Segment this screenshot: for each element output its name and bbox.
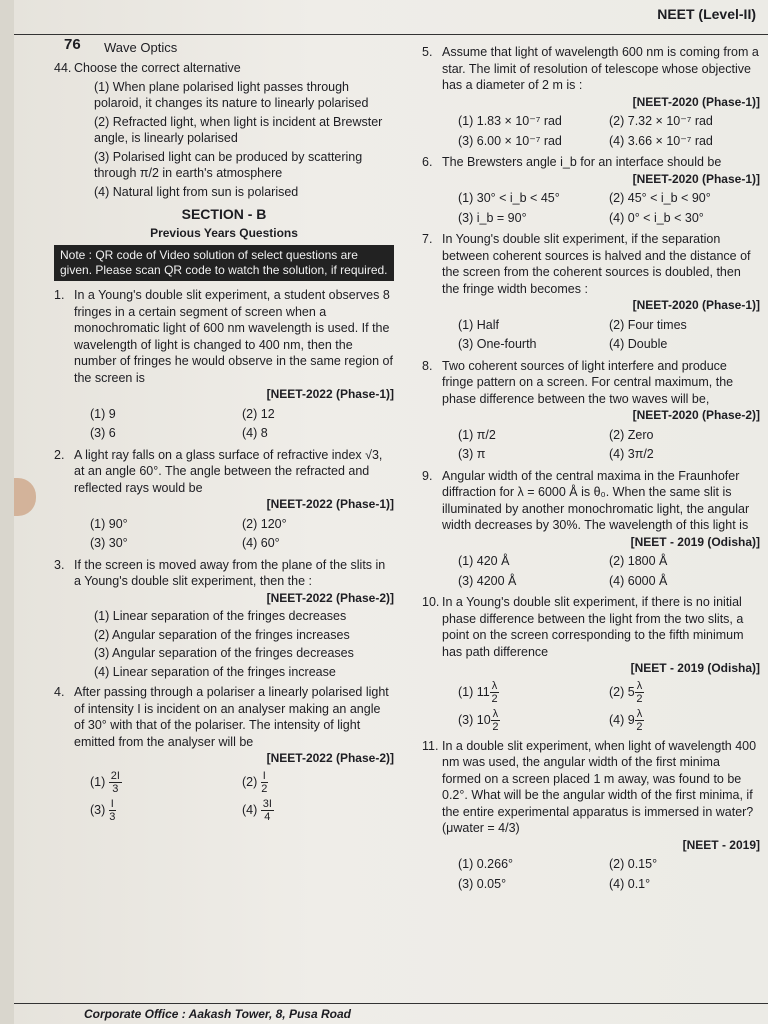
question-5: [422, 44, 760, 149]
option-grid: [458, 856, 760, 892]
left-column: [54, 60, 394, 828]
question-9: [422, 468, 760, 590]
question-2: [54, 447, 394, 552]
option: (4) 9 $\frac{\lambda}{2}$: [609, 707, 643, 733]
question-number: 10.: [422, 595, 440, 609]
exam-tag: [NEET-2020 (Phase-1)]: [632, 171, 760, 186]
question-number: 5.: [422, 45, 433, 59]
option-grid: [458, 113, 760, 149]
option-grid: [90, 516, 394, 552]
option: (1) $\frac{2I}{3}$: [90, 769, 120, 795]
question-text: If the screen is moved away from the plane of the slits in a Young's double slit experiment, then the :: [74, 557, 386, 588]
option: (4) $\frac{3I}{4}$: [242, 797, 272, 823]
right-column: [422, 44, 760, 897]
question-7: [422, 231, 760, 353]
option: (4) Linear separation of the fringes increase: [94, 664, 336, 679]
thumb-occlusion: [14, 478, 36, 516]
option: (1) 9: [90, 406, 116, 421]
question-text: In Young's double slit experiment, if the separation between coherent sources is halved and the distance of the screen from the coherent sources is doubled, then the fringe width becomes :: [442, 232, 751, 296]
question-number: 7.: [422, 232, 433, 246]
exam-tag: [NEET-2022 (Phase-1)]: [266, 387, 394, 401]
question-text: In a double slit experiment, when light of wavelength 400 nm was used, the angular width of the first minima formed on a screen placed 1 m away, was found to be 0.2°. What will be the angular width of the first minima, if the entire experimental apparatus is immersed in water? (μwater = 4/3): [442, 738, 757, 835]
question-number: 44.: [54, 61, 72, 75]
option: (4) 60°: [242, 536, 280, 550]
option: (4) 0.1°: [609, 876, 651, 891]
question-text: Angular width of the central maxima in the Fraunhofer diffraction for λ = 6000 Å is θ₀. When the same slit is illuminated by another monochromatic light, the angular width decreases by 30%. The wavelength of this light is: [442, 468, 750, 532]
option: (1) 1.83 × 10⁻⁷ rad: [458, 114, 562, 128]
exam-tag: [NEET-2022 (Phase-1)]: [266, 497, 394, 511]
option: (2) 12: [242, 406, 275, 421]
exam-tag: [NEET-2022 (Phase-2)]: [266, 590, 394, 605]
question-3: [54, 557, 394, 681]
option: (2) 5 $\frac{\lambda}{2}$: [609, 679, 643, 705]
option-grid: [458, 427, 760, 463]
option: (2) Refracted light, when light is incident at Brewster angle, is linearly polarised: [94, 114, 383, 145]
document-page: [14, 0, 768, 1024]
option-grid: [458, 680, 760, 733]
level-label: NEET (Level-II): [657, 6, 756, 22]
option: (4) 8: [242, 426, 268, 440]
option: (2) Angular separation of the fringes increases: [94, 627, 350, 642]
option: (3) 6: [90, 426, 116, 440]
option-list: [74, 79, 394, 201]
option: (3) Angular separation of the fringes decreases: [94, 646, 354, 660]
page-footer: [14, 1003, 768, 1024]
question-number: 2.: [54, 447, 65, 462]
option: (3) One-fourth: [458, 337, 537, 351]
option: (1) 11 $\frac{\lambda}{2}$: [458, 679, 498, 705]
option: (4) 6000 Å: [609, 573, 668, 588]
option: (2) 45° < i_b < 90°: [609, 191, 711, 205]
option: (1) 0.266°: [458, 857, 514, 871]
question-number: 1.: [54, 288, 65, 302]
section-title: SECTION - B: [181, 206, 267, 222]
option: (3) 4200 Å: [458, 573, 517, 588]
question-number: 3.: [54, 557, 65, 572]
option: (4) Double: [609, 337, 668, 351]
question-text: A light ray falls on a glass surface of refractive index √3, at an angle 60°. The angle between the refracted and reflected rays would be: [74, 447, 383, 495]
question-text: In a Young's double slit experiment, a student observes 8 fringes in a certain segment of screen when a monochromatic light of 600 nm wavelength is used. If the wavelength of light is changed to 400 nm, then the number of fringes he would observe in the same region of the screen is: [74, 288, 393, 385]
option: (2) $\frac{I}{2}$: [242, 769, 268, 795]
option: (1) π/2: [458, 427, 496, 442]
question-text: Choose the correct alternative: [74, 61, 241, 75]
option: (1) Half: [458, 317, 499, 332]
option: (2) 7.32 × 10⁻⁷ rad: [609, 114, 713, 128]
option-grid: [90, 406, 394, 442]
option: (2) 0.15°: [609, 857, 658, 871]
exam-tag: [NEET-2020 (Phase-2)]: [632, 408, 760, 422]
exam-tag: [NEET - 2019 (Odisha)]: [630, 534, 760, 549]
exam-tag: [NEET-2022 (Phase-2)]: [266, 751, 394, 765]
exam-tag: [NEET-2020 (Phase-1)]: [632, 298, 760, 312]
option-grid: [458, 190, 760, 226]
page-number: 76: [64, 36, 81, 53]
option: (1) 90°: [90, 516, 128, 531]
question-text: Assume that light of wavelength 600 nm is coming from a star. The limit of resolution of telescope whose objective has a diameter of 2 m is :: [442, 45, 759, 92]
option: (3) Polarised light can be produced by scattering through π/2 in earth's atmosphere: [94, 149, 363, 180]
exam-tag: [NEET - 2019]: [682, 837, 760, 852]
question-44: [54, 60, 394, 200]
option: (3) 10 $\frac{\lambda}{2}$: [458, 707, 499, 733]
section-subtitle: Previous Years Questions: [150, 225, 298, 240]
option: (2) Four times: [609, 317, 687, 332]
option: (3) π: [458, 447, 486, 461]
option-grid: [458, 317, 760, 353]
question-1: [54, 287, 394, 442]
option: (2) 1800 Å: [609, 554, 668, 568]
option: (4) 3π/2: [609, 447, 654, 461]
option: (4) Natural light from sun is polarised: [94, 184, 299, 199]
page-header: [14, 0, 768, 35]
option: (1) 420 Å: [458, 554, 510, 568]
question-text: In a Young's double slit experiment, if there is no initial phase difference between the light from the two slits, a point on the screen corresponding to the fifth minimum has path difference: [442, 595, 744, 659]
question-text: After passing through a polariser a linearly polarised light of intensity I is incident on an analyser making an angle of 30° with that of the polariser. The intensity of light emitted from the analyser will be: [74, 685, 389, 749]
option: (1) 30° < i_b < 45°: [458, 191, 560, 205]
option: (2) 120°: [242, 516, 287, 531]
option: (4) 3.66 × 10⁻⁷ rad: [609, 133, 713, 148]
option-list: [74, 608, 394, 680]
question-number: 11.: [422, 738, 439, 753]
footer-text: Corporate Office : Aakash Tower, 8, Pusa Road: [84, 1007, 351, 1021]
option: (1) When plane polarised light passes through polaroid, it changes its nature to linearly polarised: [94, 79, 369, 110]
question-11: [422, 738, 760, 893]
option-grid: [458, 553, 760, 589]
question-number: 4.: [54, 685, 65, 699]
option: (3) 6.00 × 10⁻⁷ rad: [458, 133, 562, 148]
option: (2) Zero: [609, 427, 654, 442]
option: (4) 0° < i_b < 30°: [609, 210, 704, 225]
question-number: 8.: [422, 358, 433, 373]
qr-note: Note : QR code of Video solution of select questions are given. Please scan QR code to watch the solution, if required.: [54, 245, 394, 281]
exam-tag: [NEET-2020 (Phase-1)]: [632, 94, 760, 109]
option: (3) 30°: [90, 536, 128, 550]
question-text: The Brewsters angle i_b for an interface should be: [442, 155, 722, 169]
option-grid: [90, 770, 394, 823]
question-8: [422, 358, 760, 463]
chapter-title: Wave Optics: [104, 40, 178, 55]
question-number: 6.: [422, 155, 433, 169]
question-6: [422, 154, 760, 226]
exam-tag: [NEET - 2019 (Odisha)]: [630, 661, 760, 675]
option: (3) i_b = 90°: [458, 210, 527, 225]
question-10: [422, 594, 760, 733]
question-4: [54, 684, 394, 823]
option: (3) $\frac{I}{3}$: [90, 797, 116, 823]
option: (3) 0.05°: [458, 876, 507, 891]
question-text: Two coherent sources of light interfere and produce fringe pattern on a screen. For central maximum, the phase difference between the two waves will be,: [442, 358, 734, 406]
option: (1) Linear separation of the fringes decreases: [94, 609, 347, 623]
question-number: 9.: [422, 468, 433, 483]
